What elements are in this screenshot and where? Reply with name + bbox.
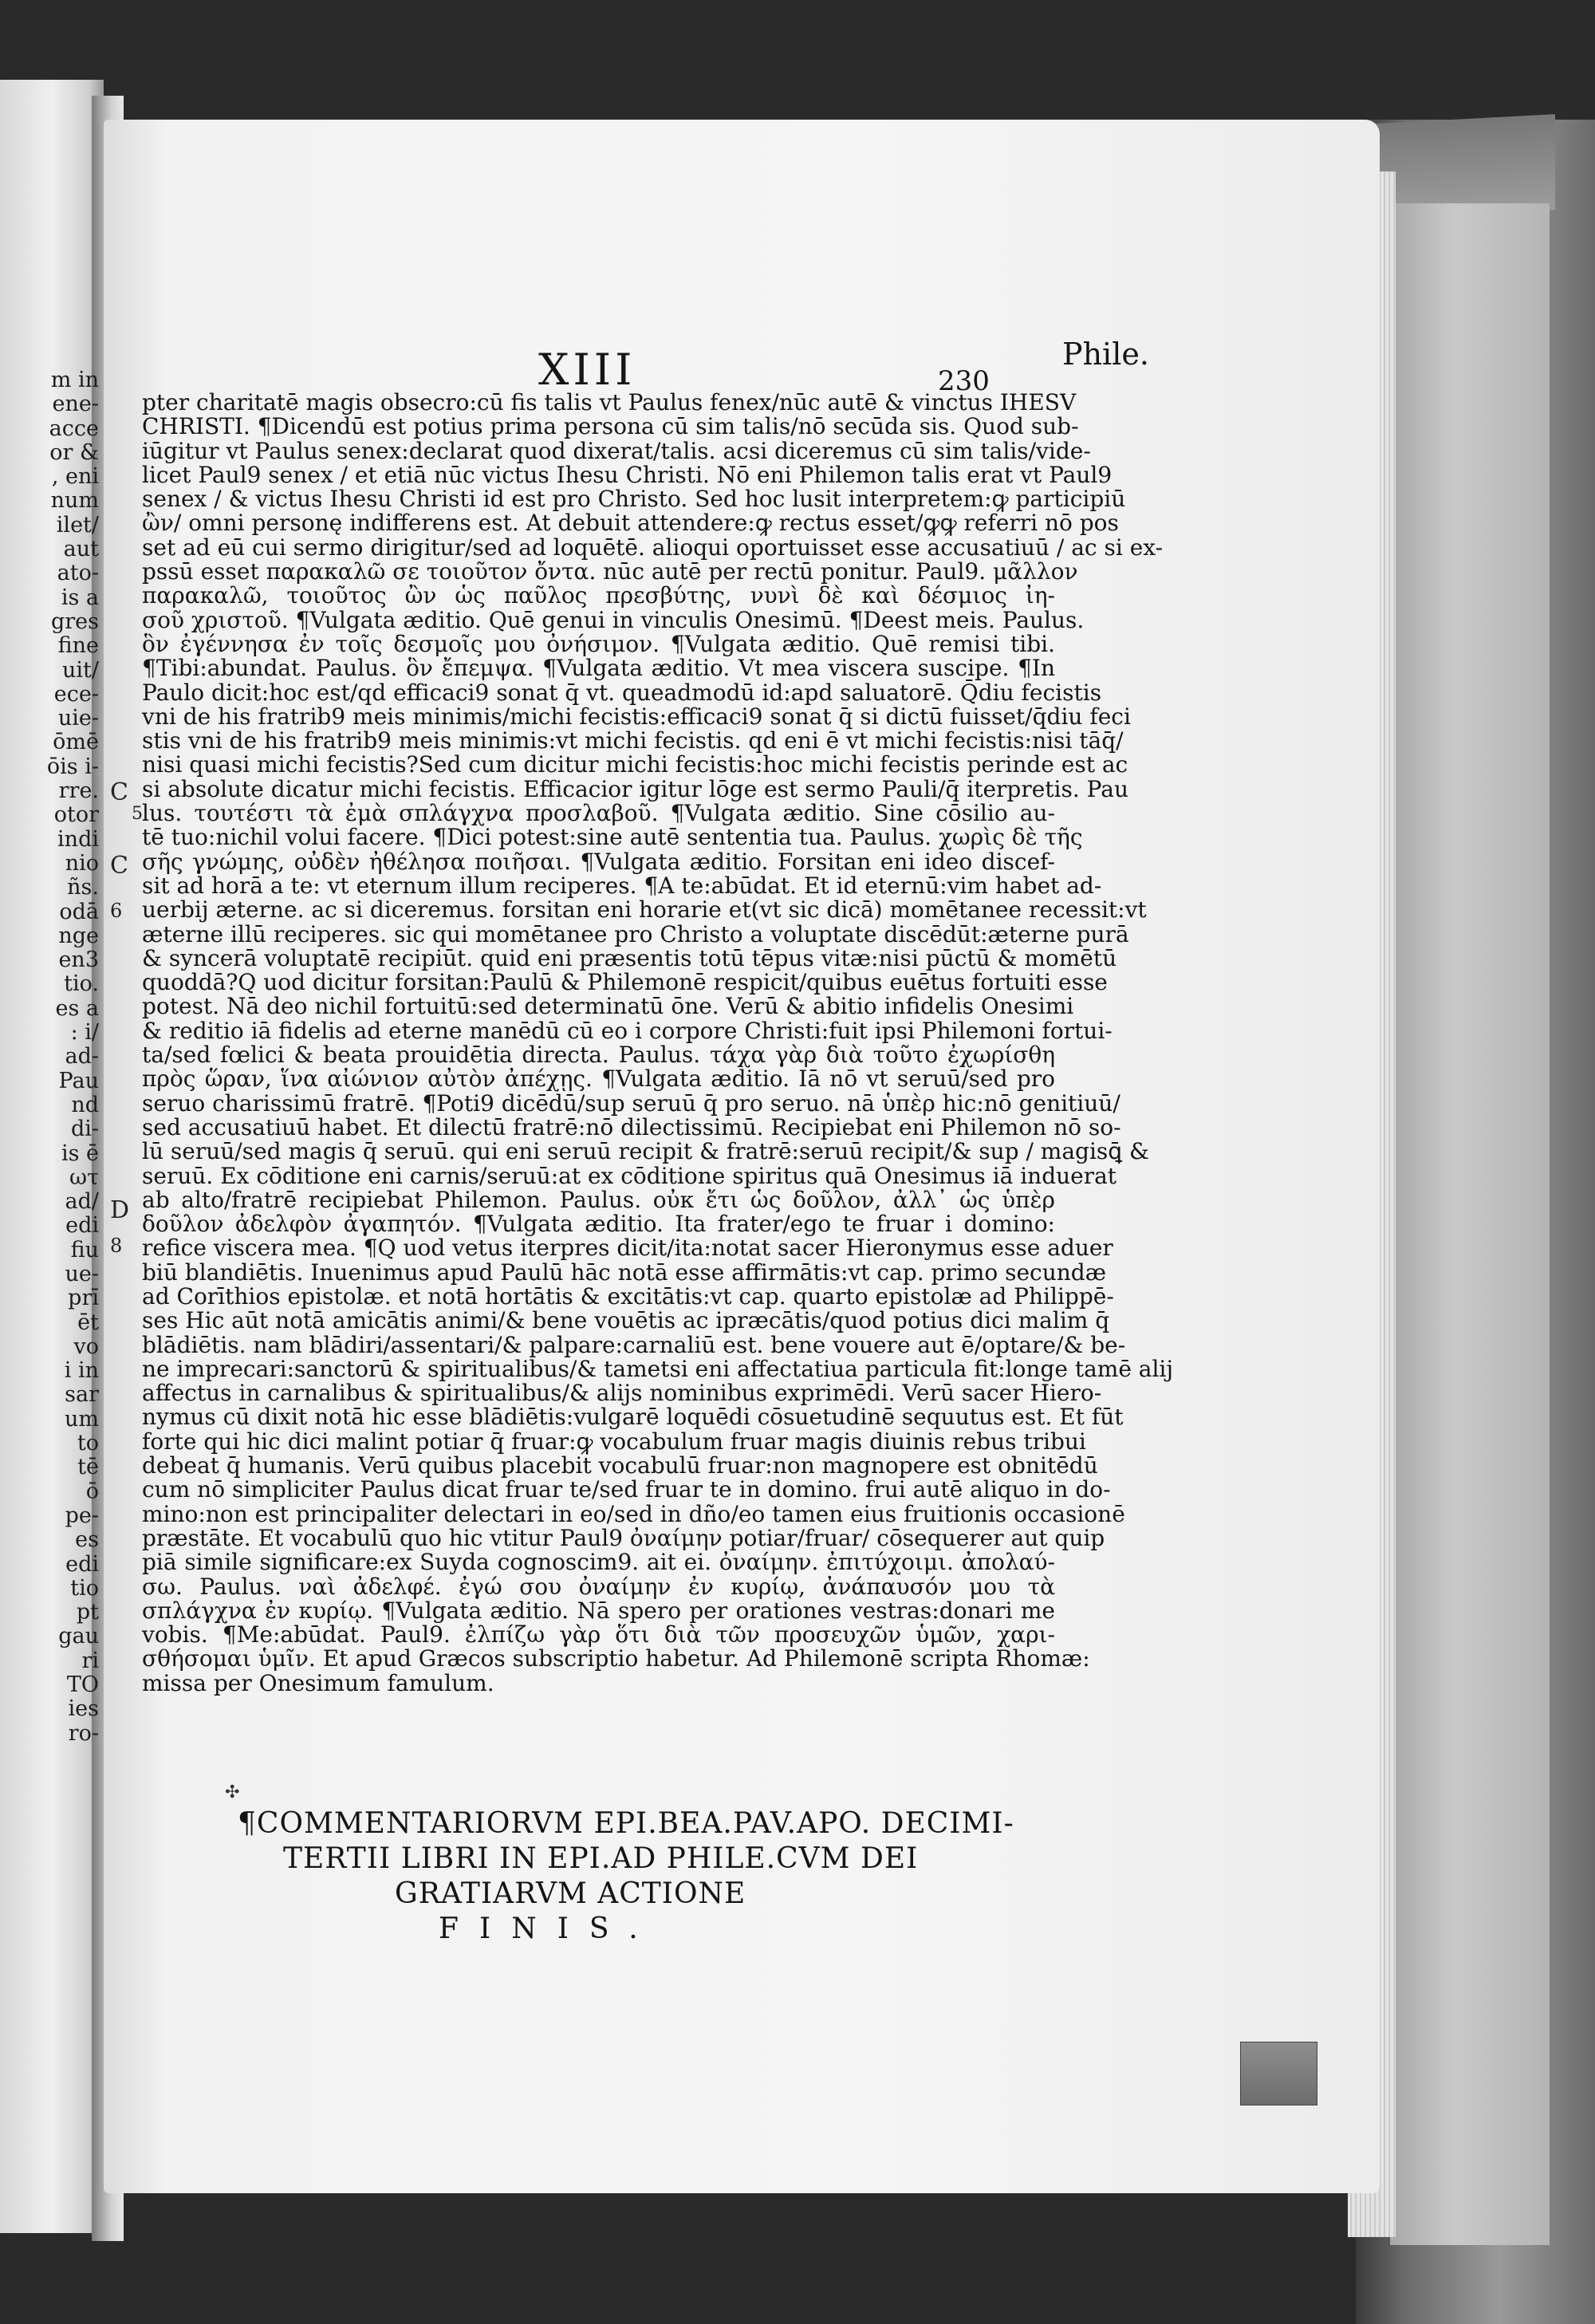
colophon-finis: FINIS. <box>439 1912 659 1945</box>
left-page-fragment: is a <box>61 585 99 610</box>
left-page-fragment: ad/ <box>65 1189 99 1215</box>
left-page-fragment: to <box>77 1431 99 1456</box>
text-line: pssū esset παρακαλῶ σε τοιοῦτον ὄντα. nūc autē per rectū ponitur. Paul9. μᾶλλον <box>142 558 1078 585</box>
margin-letter: 6 <box>110 900 123 922</box>
text-line: & syncerā voluptatē recipiūt. quid eni præsentis totū tēpus vitæ:nisi pūctū & momētū <box>142 944 1117 971</box>
text-line: iūgitur vt Paulus senex:declarat quod dixerat/talis. acsi diceremus cū sim talis/vide- <box>142 437 1091 464</box>
left-page-fragment: acce <box>49 416 99 441</box>
left-page-fragment: nio <box>65 850 99 876</box>
left-page-fragment: fiu <box>70 1237 99 1262</box>
running-head: Phile. <box>1062 337 1149 372</box>
page-number: 230 <box>938 365 990 397</box>
text-line: ab alto/fratrē recipiebat Philemon. Paulus. οὐκ ἔτι ὡς δοῦλον, ἀλλ᾽ ὡς ὑπὲρ <box>142 1186 1055 1213</box>
text-line: ὢν/ omni personę indifferens est. At debuit attendere:ꝙ rectus esset/ꝙꝙ referri nō pos <box>142 510 1119 537</box>
text-line: seruo charissimū fratrē. ¶Poti9 dicēdū/sup seruū q̄ pro seruo. nā ὑπὲρ hic:nō genitiuū/ <box>142 1089 1120 1117</box>
text-line: vobis. ¶Me:abūdat. Paul9. ἐλπίζω γὰρ ὅτι διὰ τῶν προσευχῶν ὑμῶν, χαρι- <box>142 1621 1055 1648</box>
text-line: mino:non est principaliter delectari in eo/sed in dño/eo tamen eius fruitionis occasionē <box>142 1500 1125 1527</box>
left-page-text-fragments <box>2 368 105 1746</box>
text-line: lus. τουτέστι τὰ ἐμὰ σπλάγχνα προσλαβοῦ. ¶Vulgata æditio. Sine cōsilio au- <box>142 800 1055 827</box>
text-line: ¶Tibi:abundat. Paulus. ὃν ἔπεμψα. ¶Vulgata æditio. Vt mea viscera suscipe. ¶In <box>142 655 1055 682</box>
left-page-fragment: ōis i- <box>46 754 99 779</box>
left-page-fragment: uie- <box>57 706 99 731</box>
left-page-fragment: TO <box>66 1672 99 1698</box>
left-page-fragment: ue- <box>65 1261 99 1286</box>
left-page-fragment: di- <box>70 1117 99 1142</box>
left-page-fragment: ri <box>81 1648 99 1673</box>
left-page-fragment: aut <box>63 537 99 562</box>
text-line: æterne illū reciperes. sic qui momētanee pro Christo a voluptate discēdūt:æterne purā <box>142 920 1129 947</box>
left-page-fragment: num <box>50 488 99 514</box>
left-page-fragment: vo <box>73 1333 99 1359</box>
left-page-fragment: ñs. <box>67 875 99 900</box>
text-line: σπλάγχνα ἐν κυρίῳ. ¶Vulgata æditio. Nā spero per orationes vestras:donari me <box>142 1597 1055 1624</box>
text-line: biū blandiētis. Inuenimus apud Paulū hāc notā esse affirmātis:vt cap. primo secundæ <box>142 1259 1107 1286</box>
text-line: δοῦλον ἀδελφὸν ἀγαπητόν. ¶Vulgata æditio. Ita frater/ego te fruar i domino: <box>142 1211 1055 1238</box>
ornament-icon: ✣ <box>225 1782 240 1802</box>
cover-board <box>1388 203 1550 2245</box>
left-page-fragment: nge <box>58 923 99 948</box>
text-line: Paulo dicit:hoc est/qd efficaci9 sonat q̄ vt. queadmodū id:apd saluatorē. Q̄diu fecistis <box>142 679 1102 706</box>
left-page-fragment: ō <box>85 1479 99 1504</box>
text-line: refice viscera mea. ¶Q uod vetus iterpres dicit/ita:notat sacer Hieronymus esse aduer <box>142 1235 1113 1262</box>
text-line: stis vni de his fratrib9 meis minimis:vt michi fecistis. qd eni ē vt michi fecistis:nisi tāq̄/ <box>142 727 1124 754</box>
left-page-fragment: otor <box>53 802 99 828</box>
left-page-fragment: i in <box>64 1358 99 1384</box>
margin-letter: D <box>110 1196 130 1224</box>
text-line: ad Corīthios epistolæ. et notā hortātis & excitātis:vt cap. quarto epistolæ ad Philippē- <box>142 1282 1114 1310</box>
left-page-fragment: fine <box>57 633 99 659</box>
left-page-fragment: prī <box>68 1286 99 1311</box>
text-line: sed accusatiuū habet. Et dilectū fratrē:nō dilectissimū. Recipiebat eni Philemon nō so- <box>142 1113 1121 1140</box>
text-line: σθήσομαι ὑμῖν. Et apud Græcos subscriptio habetur. Ad Philemonē scripta Rhomæ: <box>142 1645 1090 1672</box>
text-line: uerbij æterne. ac si diceremus. forsitan eni horarie et(vt sic dicā) momētanee recessit:vt <box>142 896 1147 924</box>
text-line: ὃν ἐγέννησα ἐν τοῖς δεσμοῖς μου ὀνήσιμον. ¶Vulgata æditio. Quē remisi tibi. <box>142 630 1055 657</box>
left-page-fragment: en3 <box>58 947 99 973</box>
text-line: ta/sed fœlici & beata prouidētia directa. Paulus. τάχα γὰρ διὰ τοῦτο ἐχωρίσθη <box>142 1042 1055 1069</box>
left-page-fragment: ilet/ <box>56 512 99 538</box>
left-page-fragment: ato- <box>57 561 99 586</box>
colophon-line: ¶COMMENTARIORVM EPI.BEA.PAV.APO. DECIMI- <box>238 1807 1014 1840</box>
bookmark-slip <box>1240 2042 1317 2105</box>
colophon-line: GRATIARVM ACTIONE <box>395 1877 746 1910</box>
left-page-fragment: ōmē <box>53 730 99 755</box>
left-page-fragment: tio. <box>64 971 99 997</box>
text-line: quoddā?Q uod dicitur forsitan:Paulū & Philemonē respicit/quibus euētus fortuiti esse <box>142 969 1108 996</box>
text-line: potest. Nā deo nichil fortuitū:sed determinatū ōne. Verū & abitio infidelis Onesimi <box>142 993 1074 1020</box>
text-line: σω. Paulus. ναὶ ἀδελφέ. ἐγώ σου ὀναίμην ἐν κυρίῳ, ἀνάπαυσόν μου τὰ <box>142 1573 1055 1600</box>
margin-letter: 8 <box>110 1235 123 1257</box>
text-line: affectus in carnalibus & spiritualibus/& alijs nominibus exprimēdi. Verū sacer Hiero- <box>142 1380 1102 1407</box>
left-page-fragment: tio <box>70 1575 99 1601</box>
text-line: debeat q̄ humanis. Verū quibus placebit vocabulū fruar:non magnopere est obnitēdū <box>142 1452 1098 1479</box>
left-page-fragment: es a <box>55 995 99 1021</box>
margin-letter: 5 <box>132 804 143 824</box>
text-line: vni de his fratrib9 meis minimis/michi fecistis:efficaci9 sonat q̄ si dictū fuisset/q̄diu feci <box>142 703 1131 730</box>
text-line: missa per Onesimum famulum. <box>142 1669 494 1696</box>
left-page-fragment: nd <box>71 1092 99 1117</box>
text-line: licet Paul9 senex / et etiā nūc victus Ihesu Christi. Nō eni Philemon talis erat vt Paul9 <box>142 461 1113 488</box>
left-page-fragment: gres <box>50 609 99 634</box>
left-page-fragment: ωτ <box>69 1164 99 1190</box>
left-page-fragment: Pau <box>58 1068 99 1093</box>
text-line: ne imprecari:sanctorū & spiritualibus/& tametsi eni affectatiua particula fit:longe tamē alij <box>142 1355 1174 1382</box>
margin-letter: C <box>110 852 128 880</box>
left-page-fragment: ēt <box>77 1310 99 1335</box>
text-line: nisi quasi michi fecistis?Sed cum dicitur michi fecistis:hoc michi fecistis perinde est ac <box>142 751 1128 778</box>
text-line: sit ad horā a te: vt eternum illum reciperes. ¶A te:abūdat. Et id eternū:vim habet ad- <box>142 872 1102 899</box>
left-page-fragment: , eni <box>51 464 99 490</box>
colophon-line: TERTII LIBRI IN EPI.AD PHILE.CVM DEI <box>283 1842 919 1875</box>
left-page-fragment: pe- <box>65 1503 99 1528</box>
text-line: tē tuo:nichil volui facere. ¶Dici potest:sine autē sententia tua. Paulus. χωρὶς δὲ τῆς <box>142 824 1083 851</box>
text-line: senex / & victus Ihesu Christi id est pro Christo. Sed hoc lusit interpretem:ꝙ participiū <box>142 486 1126 513</box>
left-page-fragment: odā <box>59 899 99 924</box>
text-line: cum nō simpliciter Paulus dicat fruar te/sed fruar te in domino. frui autē aliquo in do- <box>142 1476 1111 1503</box>
text-line: σοῦ χριστοῦ. ¶Vulgata æditio. Quē genui in vinculis Onesimū. ¶Deest meis. Paulus. <box>142 606 1085 633</box>
left-page-fragment: uit/ <box>62 657 99 683</box>
text-line: piā simile significare:ex Suyda cognoscim9. ait ei. ὀναίμην. ἐπιτύχοιμι. ἀπολαύ- <box>142 1549 1055 1576</box>
text-line: forte qui hic dici malint potiar q̄ fruar:ꝙ vocabulum fruar magis diuinis rebus tribui <box>142 1428 1086 1455</box>
left-page-fragment: es <box>75 1527 99 1553</box>
text-line: σῆς γνώμης, οὐδὲν ἠθέλησα ποιῆσαι. ¶Vulgata æditio. Forsitan eni ideo discef- <box>142 848 1055 875</box>
text-line: παρακαλῶ, τοιοῦτος ὢν ὡς παῦλος πρεσβύτης, νυνὶ δὲ καὶ δέσμιος ἰη- <box>142 582 1055 609</box>
text-line: lū seruū/sed magis q̄ seruū. qui eni seruū recipit & fratrē:seruū recipit/& sup / magisꝗ̄ & <box>142 1138 1149 1165</box>
colophon <box>175 1806 1053 1947</box>
left-page-fragment: rre. <box>58 778 99 804</box>
text-line: si absolute dicatur michi fecistis. Efficacior igitur lōge est sermo Pauli/q̄ iterpretis. Pau <box>142 775 1128 802</box>
left-page-fragment: tē <box>77 1455 99 1480</box>
left-page-fragment: um <box>65 1406 99 1432</box>
left-page-fragment: ece- <box>53 681 99 707</box>
left-page-fragment: edi <box>65 1551 99 1577</box>
commentary-body-text <box>142 389 1174 1696</box>
left-page-fragment: is ē <box>61 1140 99 1166</box>
text-line: seruū. Ex cōditione eni carnis/seruū:at ex cōditione spiritus quā Onesimus iā induerat <box>142 1162 1117 1189</box>
left-page-fragment: ro- <box>68 1720 99 1746</box>
left-page-fragment: sar <box>65 1382 99 1408</box>
left-page-fragment: or & <box>49 439 99 465</box>
left-page-fragment: pt <box>76 1600 99 1625</box>
left-page-fragment: : i/ <box>70 1020 99 1046</box>
left-page-fragment: ene- <box>52 392 99 417</box>
text-line: & reditio iā fidelis ad eterne manēdū cū eo i corpore Christi:fuit ipsi Philemoni fortui- <box>142 1017 1113 1044</box>
text-line: blādiētis. nam blādiri/assentari/& palpare:carnaliū est. bene vouere aut ē/optare/& be- <box>142 1331 1126 1358</box>
text-line: præstāte. Et vocabulū quo hic vtitur Paul9 ὀναίμην potiar/fruar/ cōsequerer aut quip <box>142 1524 1105 1551</box>
left-page-fragment: m in <box>50 368 99 392</box>
margin-letter: C <box>110 778 128 806</box>
left-page-fragment: ad- <box>65 1044 99 1069</box>
page-header-title: XIII <box>538 345 636 395</box>
text-line: CHRISTI. ¶Dicendū est potius prima persona cū sim talis/nō secūda sis. Quod sub- <box>142 413 1079 440</box>
left-page-fragment: edi <box>65 1213 99 1239</box>
text-line: pter charitatē magis obsecro:cū fis talis vt Paulus fenex/nūc autē & vinctus IHESV <box>142 389 1077 416</box>
text-line: ses Hic aūt notā amicātis animi/& bene vouētis ac ipræcātis/quod potius dici malim q̄ <box>142 1307 1110 1334</box>
text-line: πρὸς ὥραν, ἵνα αἰώνιον αὐτὸν ἀπέχῃς. ¶Vulgata æditio. Iā nō vt seruū/sed pro <box>142 1065 1055 1093</box>
text-line: nymus cū dixit notā hic esse blādiētis:vulgarē loquēdi cōsuetudinē sequutus est. Et fūt <box>142 1404 1124 1431</box>
left-page-fragment: gau <box>58 1624 99 1649</box>
left-page-fragment: indi <box>57 826 99 852</box>
text-line: set ad eū cui sermo dirigitur/sed ad loquētē. alioqui oportuisset esse accusatiuū / ac si ex- <box>142 534 1164 561</box>
left-page-fragment: ies <box>68 1696 99 1722</box>
